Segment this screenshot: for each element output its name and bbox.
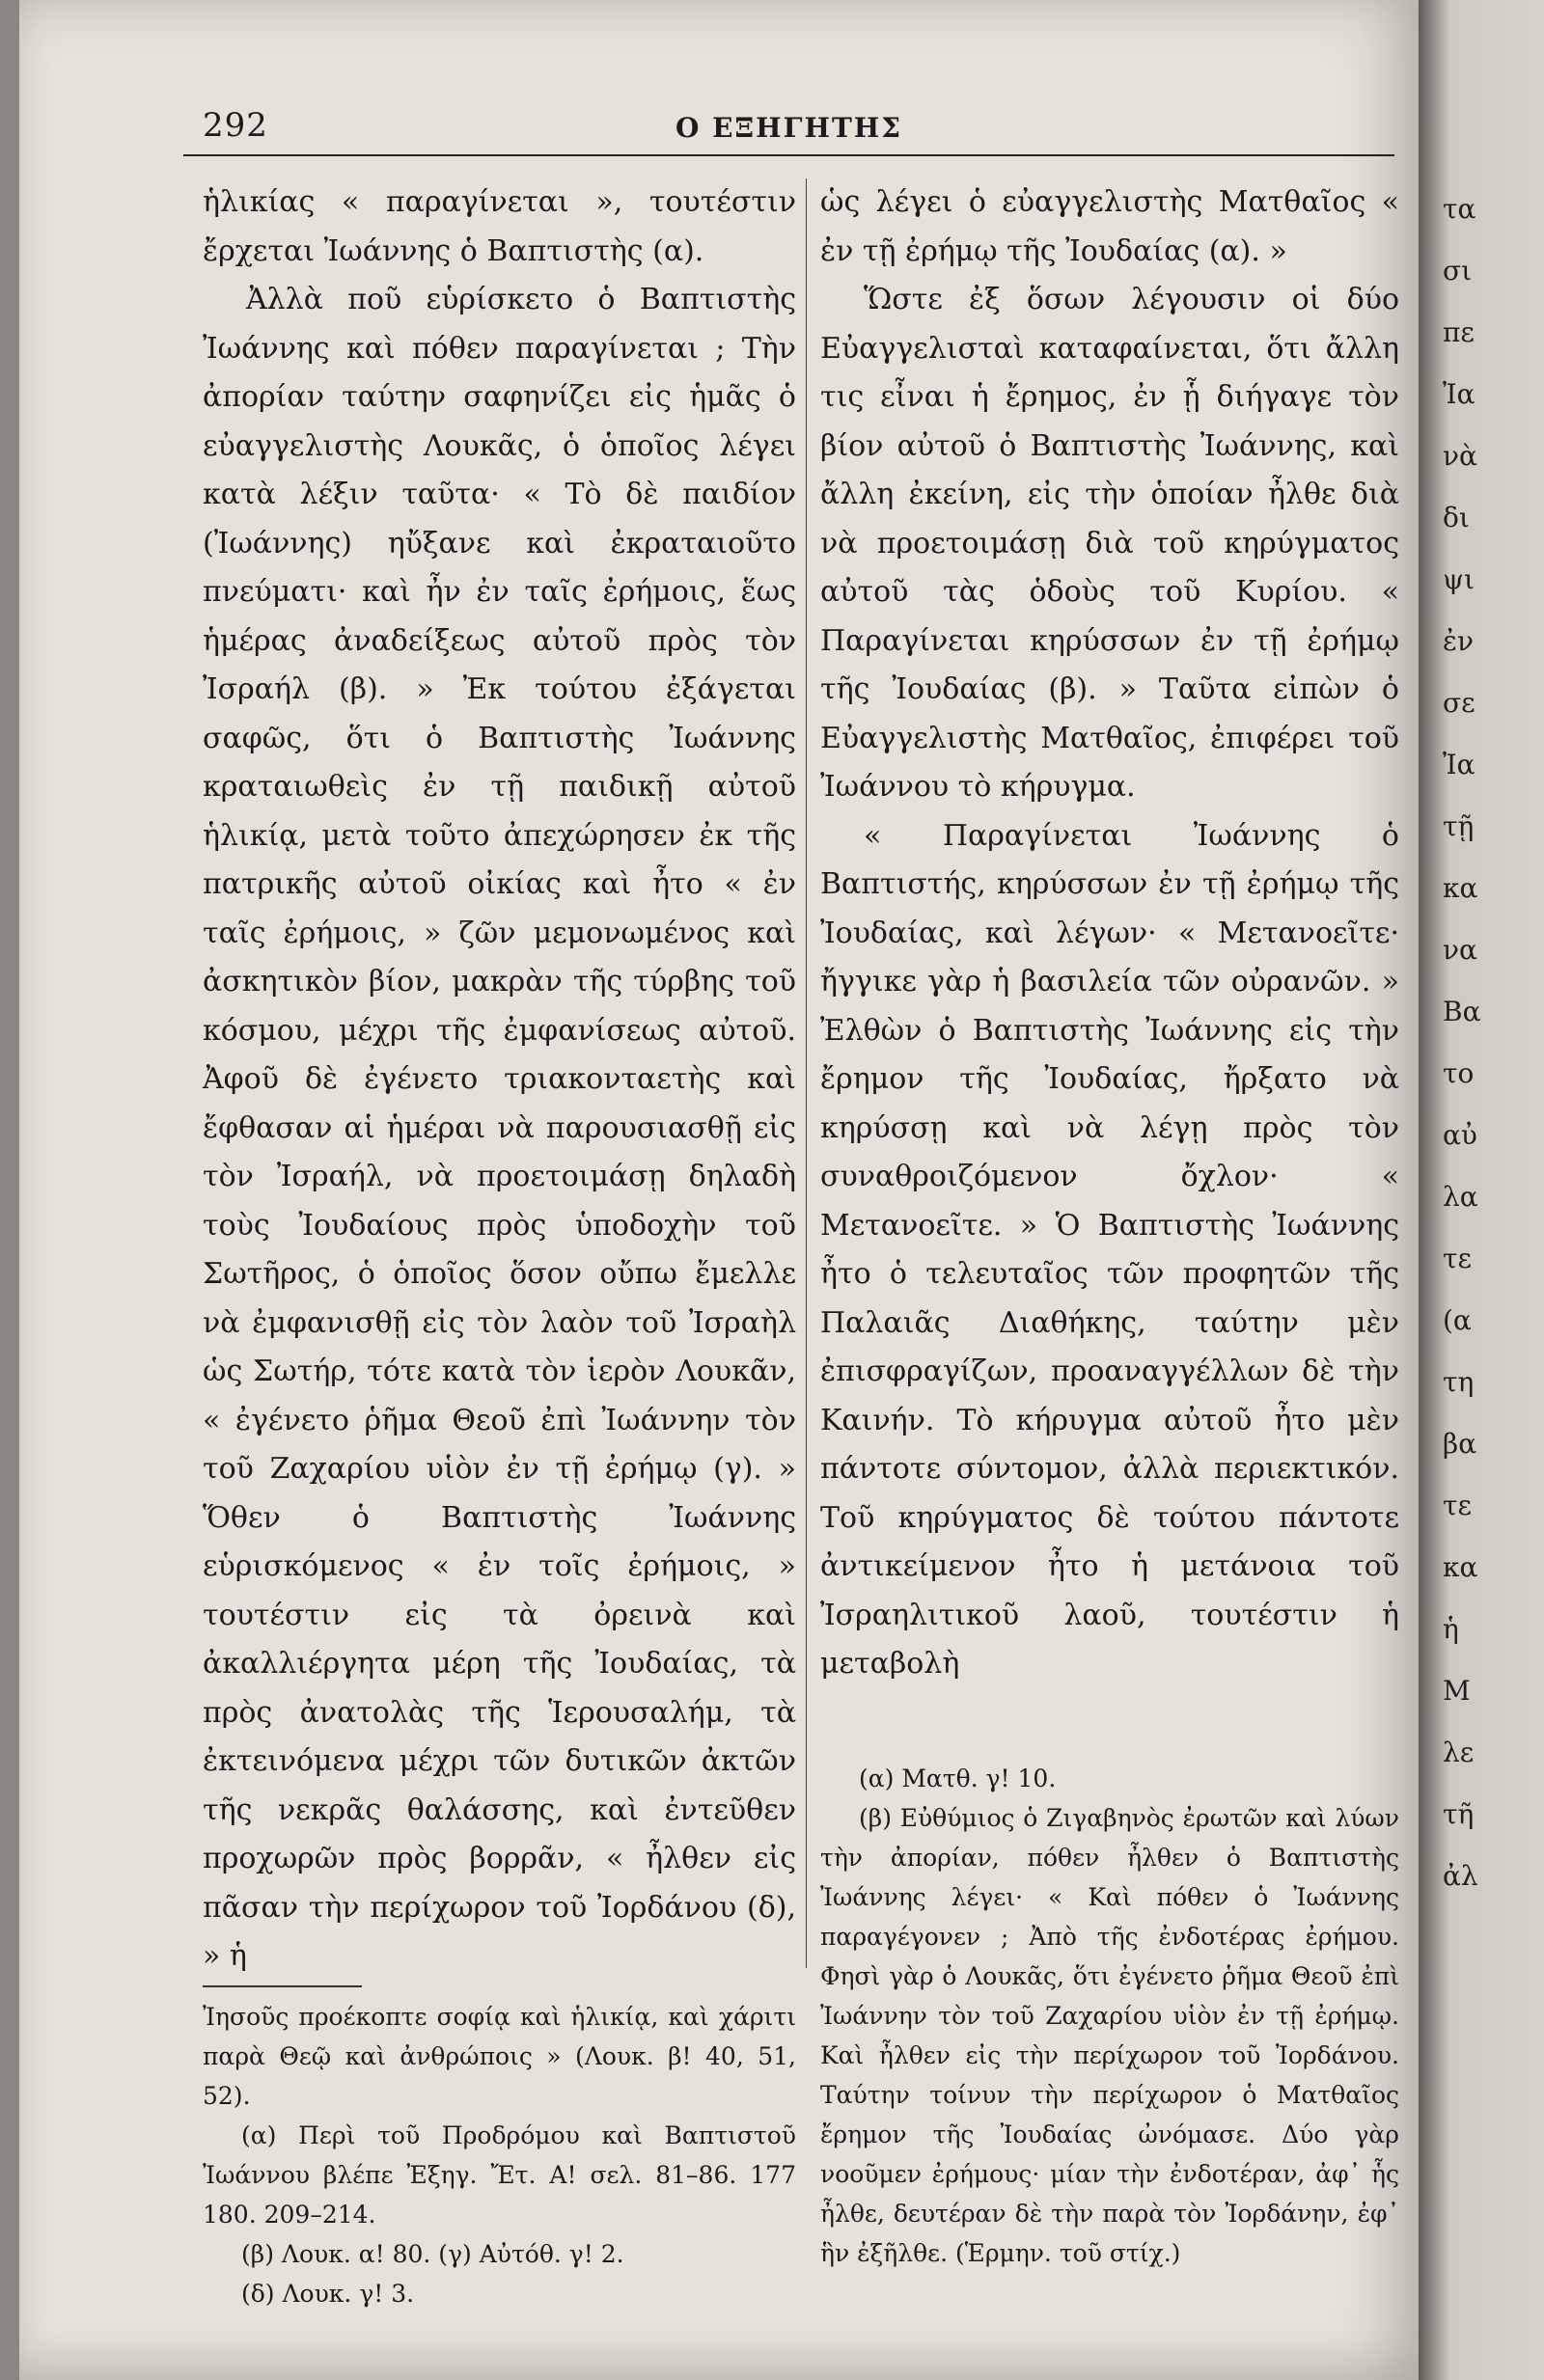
facing-page-fragment: λε xyxy=(1443,1737,1475,1768)
left-footnote-a: (α) Περὶ τοῦ Προδρόμου καὶ Βαπτιστοῦ Ἰωάννου βλέπε Ἐξηγ. Ἔτ. Α! σελ. 81–86. 177 180. 209–214. xyxy=(203,2120,796,2229)
facing-page-fragment: δι xyxy=(1443,502,1470,533)
facing-page-fragment: τα xyxy=(1443,193,1476,225)
facing-page-fragment: τη xyxy=(1443,1366,1475,1398)
facing-page-fragment: κα xyxy=(1443,1551,1478,1583)
facing-page-text xyxy=(1443,178,1539,1907)
facing-page-fragment: λα xyxy=(1443,1181,1478,1213)
facing-page-fragment: το xyxy=(1443,1057,1475,1089)
page-header xyxy=(183,106,1394,156)
footnote-rule xyxy=(203,1985,362,1987)
facing-page-fragment: ἐν xyxy=(1443,625,1475,657)
facing-page-fragment: τε xyxy=(1443,1243,1472,1274)
column-divider xyxy=(806,178,807,1968)
facing-page-fragment: ψι xyxy=(1443,563,1475,595)
left-paragraph-2: Ἀλλὰ ποῦ εὑρίσκετο ὁ Βαπτιστὴς Ἰωάννης καὶ πόθεν παραγίνεται ; Τὴν ἀπορίαν ταύτην σαφηνίζει εἰς ἡμᾶς ὁ εὐαγγελιστὴς Λουκᾶς, ὁ ὁποῖος λέγει κατὰ λέξιν ταῦτα· « Τὸ δὲ παιδίον (Ἰωάννης) ηὔξανε καὶ ἐκραταιοῦτο πνεύματι· καὶ ἦν ἐν ταῖς ἐρήμοις, ἕως ἡμέρας ἀναδείξεως αὐτοῦ πρὸς τὸν Ἰσραήλ (β). » Ἐκ τούτου ἐξάγεται σαφῶς, ὅτι ὁ Βαπτιστὴς Ἰωάννης κραταιωθεὶς ἐν τῇ παιδικῇ αὐτοῦ ἡλικίᾳ, μετὰ τοῦτο ἀπεχώρησεν ἐκ τῆς πατρικῆς αὐτοῦ οἰκίας καὶ ἦτο « ἐν ταῖς ἐρήμοις, » ζῶν μεμονωμένος καὶ ἀσκητικὸν βίον, μακρὰν τῆς τύρβης τοῦ κόσμου, μέχρι τῆς ἐμφανίσεως αὐτοῦ. Ἀφοῦ δὲ ἐγένετο τριακονταετὴς καὶ ἔφθασαν αἱ ἡμέραι νὰ παρουσιασθῇ εἰς τὸν Ἰσραήλ, νὰ προετοιμάσῃ δηλαδὴ τοὺς Ἰουδαίους πρὸς ὑποδοχὴν τοῦ Σωτῆρος, ὁ ὁποῖος ὅσον οὔπω ἔμελλε νὰ ἐμφανισθῇ εἰς τὸν λαὸν τοῦ Ἰσραὴλ ὡς Σωτήρ, τότε κατὰ τὸν ἱερὸν Λουκᾶν, « ἐγένετο ῥῆμα Θεοῦ ἐπὶ Ἰωάννην τὸν τοῦ Ζαχαρίου υἱὸν ἐν τῇ ἐρήμῳ (γ). » Ὅθεν ὁ Βαπτιστὴς Ἰωάννης εὑρισκόμενος « ἐν τοῖς ἐρήμοις, » τουτέστιν εἰς τὰ ὀρεινὰ καὶ ἀκαλλιέργητα μέρη τῆς Ἰουδαίας, τὰ πρὸς ἀνατολὰς τῆς Ἱερουσαλήμ, τὰ ἐκτεινόμενα μέχρι τῶν δυτικῶν ἀκτῶν τῆς νεκρᾶς θαλάσσης, καὶ ἐντεῦθεν προχωρῶν πρὸς βορρᾶν, « ἦλθεν εἰς πᾶσαν τὴν περίχωρον τοῦ Ἰορδάνου (δ), » ἡ xyxy=(203,283,796,1973)
facing-page-fragment: κα xyxy=(1443,872,1478,904)
left-footnote-d: (δ) Λουκ. γ! 3. xyxy=(241,2279,415,2308)
facing-page-fragment: Ἰα xyxy=(1443,378,1475,410)
facing-page-fragment: πε xyxy=(1443,316,1475,348)
facing-page-fragment: τῆ xyxy=(1443,1798,1475,1830)
facing-page-fragment: τῇ xyxy=(1443,810,1475,842)
facing-page-fragment: αὐ xyxy=(1443,1119,1477,1151)
left-paragraph-1: ἡλικίας « παραγίνεται », τουτέστιν ἔρχεται Ἰωάννης ὁ Βαπτιστὴς (α). xyxy=(203,185,796,268)
right-footnotes xyxy=(820,1759,1399,2273)
facing-page-fragment: σε xyxy=(1443,687,1475,719)
running-title: Ο ΕΞΗΓΗΤΗΣ xyxy=(675,112,903,144)
facing-page-fragment: νὰ xyxy=(1443,440,1477,472)
facing-page-fragment: να xyxy=(1443,934,1477,966)
left-footnote-b-c: (β) Λουκ. α! 80. (γ) Αὐτόθ. γ! 2. xyxy=(241,2239,624,2268)
facing-page-fragment: Βα xyxy=(1443,996,1481,1027)
book-page xyxy=(19,0,1419,2380)
right-paragraph-1: ὡς λέγει ὁ εὐαγγελιστὴς Ματθαῖος « ἐν τῇ ἐρήμῳ τῆς Ἰουδαίας (α). » xyxy=(820,185,1399,268)
right-footnote-b: (β) Εὐθύμιος ὁ Ζιγαβηνὸς ἐρωτῶν καὶ λύων τὴν ἀπορίαν, πόθεν ἦλθεν ὁ Βαπτιστὴς Ἰωάννης λέγει· « Καὶ πόθεν ὁ Ἰωάννης παραγέγονεν ; Ἀπὸ τῆς ἐνδοτέρας ἐρήμου. Φησὶ γὰρ ὁ Λουκᾶς, ὅτι ἐγένετο ῥῆμα Θεοῦ ἐπὶ Ἰωάννην τὸν τοῦ Ζαχαρίου υἱὸν ἐν τῇ ἐρήμῳ. Καὶ ἦλθεν εἰς τὴν περίχωρον τοῦ Ἰορδάνου. Ταύτην τοίνυν τὴν περίχωρον ὁ Ματθαῖος ἔρημον τῆς Ἰουδαίας ὠνόμασε. Δύο γὰρ νοοῦμεν ἐρήμους· μίαν τὴν ἐνδοτέραν, ἀφ᾽ ἧς ἦλθε, δευτέραν δὲ τὴν παρὰ τὸν Ἰορδάνην, ἐφ᾽ ἣν ἐξῆλθε. (Ἑρμην. τοῦ στίχ.) xyxy=(820,1803,1399,2267)
facing-page-fragment: τε xyxy=(1443,1490,1472,1521)
facing-page-fragment: ἡ xyxy=(1443,1613,1459,1645)
facing-page-fragment: Μ xyxy=(1443,1675,1471,1707)
right-paragraph-3: « Παραγίνεται Ἰωάννης ὁ Βαπτιστής, κηρύσσων ἐν τῇ ἐρήμῳ τῆς Ἰουδαίας, καὶ λέγων· « Μετανοεῖτε· ἤγγικε γὰρ ἡ βασιλεία τῶν οὐρανῶν. » Ἐλθὼν ὁ Βαπτιστὴς Ἰωάννης εἰς τὴν ἔρημον τῆς Ἰουδαίας, ἤρξατο νὰ κηρύσσῃ καὶ νὰ λέγῃ πρὸς τὸν συναθροιζόμενον ὄχλον· « Μετανοεῖτε. » Ὁ Βαπτιστὴς Ἰωάννης ἦτο ὁ τελευταῖος τῶν προφητῶν τῆς Παλαιᾶς Διαθήκης, ταύτην μὲν ἐπισφραγίζων, προαναγγέλλων δὲ τὴν Καινήν. Τὸ κήρυγμα αὐτοῦ ἦτο μὲν πάντοτε σύντομον, ἀλλὰ περιεκτικόν. Τοῦ κηρύγματος δὲ τούτου πάντοτε ἀντικείμενον ἦτο ἡ μετάνοια τοῦ Ἰσραηλιτικοῦ λαοῦ, τουτέστιν ἡ μεταβολὴ xyxy=(820,818,1399,1681)
left-column xyxy=(203,178,796,2313)
facing-page-fragment: (α xyxy=(1443,1304,1472,1336)
facing-page-fragment: σι xyxy=(1443,255,1473,287)
page-number: 292 xyxy=(203,106,268,145)
left-footnote-continued: Ἰησοῦς προέκοπτε σοφίᾳ καὶ ἡλικίᾳ, καὶ χάριτι παρὰ Θεῷ καὶ ἀνθρώποις » (Λουκ. β! 40, 51, 52). xyxy=(203,2002,796,2110)
right-column xyxy=(820,178,1399,2273)
facing-page-fragment: ἀλ xyxy=(1443,1860,1478,1892)
right-paragraph-2: Ὥστε ἐξ ὅσων λέγουσιν οἱ δύο Εὐαγγελισταὶ καταφαίνεται, ὅτι ἄλλη τις εἶναι ἡ ἔρημος, ἐν ᾗ διήγαγε τὸν βίον αὐτοῦ ὁ Βαπτιστὴς Ἰωάννης, καὶ ἄλλη ἐκείνη, εἰς τὴν ὁποίαν ἦλθε διὰ νὰ προετοιμάσῃ διὰ τοῦ κηρύγματος αὐτοῦ τὰς ὁδοὺς τοῦ Κυρίου. « Παραγίνεται κηρύσσων ἐν τῇ ἐρήμῳ τῆς Ἰουδαίας (β). » Ταῦτα εἰπὼν ὁ Εὐαγγελιστὴς Ματθαῖος, ἐπιφέρει τοῦ Ἰωάννου τὸ κήρυγμα. xyxy=(820,283,1399,804)
facing-page-fragment: Ἰα xyxy=(1443,749,1475,780)
facing-page-fragment: βα xyxy=(1443,1428,1477,1460)
right-footnote-a: (α) Ματθ. γ! 10. xyxy=(859,1764,1057,1792)
